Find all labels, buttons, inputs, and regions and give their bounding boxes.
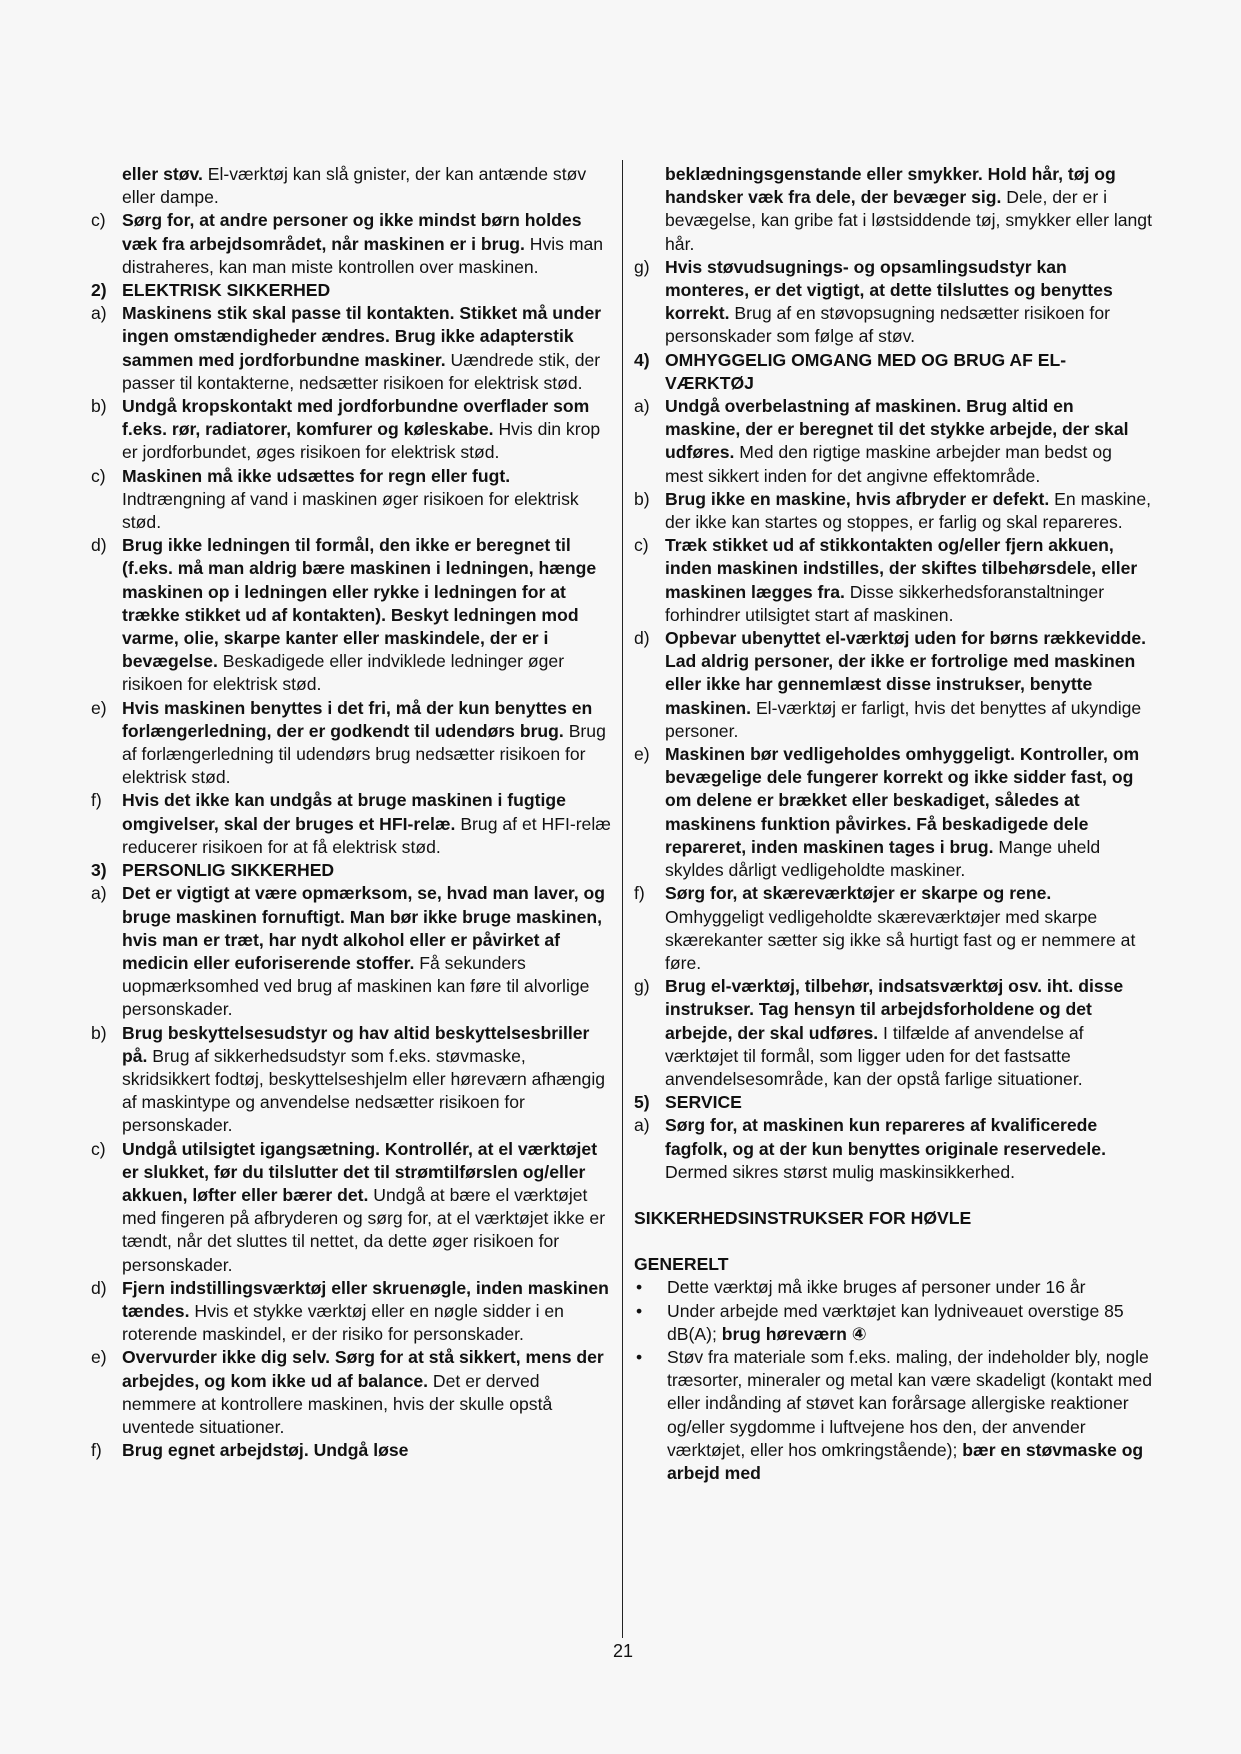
section-heading-tool-use: 4) OMHYGGELIG OMGANG MED OG BRUG AF EL-VÆRKTØJ <box>634 349 1067 393</box>
section-heading-personal: 3) PERSONLIG SIKKERHED <box>91 860 335 881</box>
item-label: f) <box>91 790 102 811</box>
rule-item-b: b) Brug ikke en maskine, hvis afbryder er defekt. En maskine, der ikke kan startes og stoppes, er farlig og skal repareres. <box>634 488 1151 533</box>
item-label: f) <box>91 1440 102 1461</box>
rule-item-a: a) Det er vigtigt at være opmærksom, se, hvad man laver, og bruge maskinen fornuftigt. Man bør ikke bruge maskinen, hvis man er træt, har nydt alkohol eller er påvirket af medicin eller euforiserende stoffer. Få sekunders uopmærksomhed ved brug af maskinen kan føre til alvorlige personskader. <box>91 883 606 1020</box>
bullet-item: • Dette værktøj må ikke bruges af personer under 16 år <box>636 1277 1086 1298</box>
bullet-item: • Under arbejde med værktøjet kan lydniveauet overstige 85 dB(A); brug høreværn ④ <box>636 1300 1124 1344</box>
rule-item-f: f) Hvis det ikke kan undgås at bruge maskinen i fugtige omgivelser, skal der bruges et HFI-relæ. Brug af et HFI-relæ reducerer risikoen for at få elektrisk stød. <box>91 790 611 857</box>
rule-item-d: d) Opbevar ubenyttet el-værktøj uden for børns rækkevidde. Lad aldrig personer, der ikke er fortrolige med maskinen eller ikke har gennemlæst disse instrukser, benytte maskinen. El-værktøj er farligt, hvis det benyttes af ukyndige personer. <box>634 628 1147 741</box>
item-label: c) <box>91 465 106 486</box>
item-label: b) <box>634 488 650 509</box>
rule-item-e: e) Overvurder ikke dig selv. Sørg for at stå sikkert, mens der arbejdes, og kom ikke ud af balance. Det er derved nemmere at kontrollere maskinen, hvis der skulle opstå uventede situationer. <box>91 1347 604 1437</box>
item-label: e) <box>91 1347 107 1368</box>
rule-item-g: g) Brug el-værktøj, tilbehør, indsatsværktøj osv. iht. disse instrukser. Tag hensyn til arbejdsforholdene og det arbejde, der skal udføres. I tilfælde af anvendelse af værktøjet til formål, som ligger uden for det fastsatte anvendelsesområde, kan der opstå farlige situationer. <box>634 976 1124 1089</box>
rule-item-g: g) Hvis støvudsugnings- og opsamlingsudstyr kan monteres, er det vigtigt, at dette tilsluttes og benyttes korrekt. Brug af en støvopsugning nedsætter risikoen for personskader som følge af støv. <box>634 256 1113 347</box>
item-label: f) <box>634 883 645 904</box>
rule-item-d: d) Fjern indstillingsværktøj eller skruenøgle, inden maskinen tændes. Hvis et stykke værktøj eller en nøgle sidder i en roterende maskindel, er der risiko for personskader. <box>91 1277 609 1345</box>
rule-item-e: e) Hvis maskinen benyttes i det fri, må der kun benyttes en forlængerledning, der er godkendt til udendørs brug. Brug af forlængerledning til udendørs brug nedsætter risikoen for elektrisk stød. <box>91 697 606 788</box>
continued-paragraph: eller støv. El-værktøj kan slå gnister, der kan antænde støv eller dampe. <box>122 164 587 208</box>
rule-item-d: d) Brug ikke ledningen til formål, den ikke er beregnet til (f.eks. må man aldrig bære maskinen i ledningen, hænge maskinen op i ledningen eller rykke i ledningen for at trække stikket ud af kontakten). Beskyt ledningen mod varme, olie, skarpe kanter eller maskindele, der er i bevægelse. Beskadigede eller indviklede ledninger øger risikoen for elektrisk stød. <box>91 535 597 695</box>
rule-item-a: a) Sørg for, at maskinen kun repareres af kvalificerede fagfolk, og at der kun benyttes originale reservedele. Dermed sikres størst mulig maskinsikkerhed. <box>634 1115 1106 1182</box>
item-label: a) <box>91 883 107 904</box>
rule-item-c: c) Undgå utilsigtet igangsætning. Kontrollér, at el værktøjet er slukket, før du tilslutter det til strømtilførslen og/eller akkuen, løfter eller bærer det. Undgå at bære el værktøjet med fingeren på afbryderen og sørg for, at el værktøjet ikke er tændt, når det sluttes til nettet, da dette øger risikoen for personskader. <box>91 1138 606 1275</box>
general-title: GENERELT <box>634 1254 729 1275</box>
rule-item-f: f) Brug egnet arbejdstøj. Undgå løse <box>91 1439 614 1462</box>
section-heading-electrical: 2) ELEKTRISK SIKKERHED <box>91 280 331 301</box>
rule-item-b: b) Brug beskyttelsesudstyr og hav altid beskyttelsesbriller på. Brug af sikkerhedsudstyr som f.eks. støvmaske, skridsikkert fodtøj, beskyttelseshjelm eller høreværn afhængig af maskintype og anvendelse nedsætter risikoen for personskader. <box>91 1022 606 1136</box>
rule-item-b: b) Undgå kropskontakt med jordforbundne overflader som f.eks. rør, radiatorer, komfurer og køleskabe. Hvis din krop er jordforbundet, øges risikoen for elektrisk stød. <box>91 396 601 463</box>
rule-item-f: f) Sørg for, at skæreværktøjer er skarpe og rene. Omhyggeligt vedligeholdte skæreværktøjer med skarpe skærekanter sætter sig ikke så hurtigt fast og er nemmere at føre. <box>634 883 1136 973</box>
item-label: b) <box>91 1022 107 1043</box>
bullet-item: • Støv fra materiale som f.eks. maling, der indeholder bly, nogle træsorter, mineraler og metal kan være skadeligt (kontakt med eller indånding af støvet kan forårsage allergiske reaktioner og/eller sygdomme i luftvejene hos den, der anvender værktøjet, eller hos omkringstående); bær en støvmaske og arbejd med <box>636 1346 1153 1483</box>
left-column <box>91 163 614 1462</box>
item-label: c) <box>91 1138 106 1159</box>
item-label: e) <box>634 744 650 765</box>
continued-paragraph: beklædningsgenstande eller smykker. Hold hår, tøj og handsker væk fra dele, der bevæger sig. Dele, der er i bevægelse, kan gribe fat i løstsiddende tøj, smykker eller langt hår. <box>665 164 1152 254</box>
item-label: g) <box>634 256 650 277</box>
item-label: g) <box>634 976 650 997</box>
item-label: b) <box>91 396 107 417</box>
rule-item-c: c) Sørg for, at andre personer og ikke mindst børn holdes væk fra arbejdsområdet, når maskinen er i brug. Hvis man distraheres, kan man miste kontrollen over maskinen. <box>91 210 604 277</box>
page-number: 21 <box>612 1641 634 1661</box>
item-label: c) <box>91 210 106 231</box>
rule-item-e: e) Maskinen bør vedligeholdes omhyggeligt. Kontroller, om bevægelige dele fungerer korrekt og ikke sidder fast, og om delene er brækket eller beskadiget, således at maskinens funktion påvirkes. Få beskadigede dele repareret, inden maskinen tages i brug. Mange uheld skyldes dårligt vedligeholdte maskiner. <box>634 744 1140 881</box>
planer-safety-title: SIKKERHEDSINSTRUKSER FOR HØVLE <box>634 1207 972 1228</box>
rule-item-c: c) Træk stikket ud af stikkontakten og/eller fjern akkuen, inden maskinen indstilles, der skiftes tilbehørsdele, eller maskinen lægges fra. Disse sikkerhedsforanstaltninger forhindrer utilsigtet start af maskinen. <box>634 535 1138 625</box>
rule-item-a: a) Maskinens stik skal passe til kontakten. Stikket må under ingen omstændigheder ændres. Brug ikke adapterstik sammen med jordforbundne maskiner. Uændrede stik, der passer til kontakterne, nedsætter risikoen for elektrisk stød. <box>91 303 602 393</box>
right-column <box>634 163 1152 1485</box>
item-label: d) <box>91 535 107 556</box>
rule-item-a: a) Undgå overbelastning af maskinen. Brug altid en maskine, der er beregnet til det stykke arbejde, der skal udføres. Med den rigtige maskine arbejder man bedst og mest sikkert inden for det angivne effektområde. <box>634 396 1129 486</box>
rule-item-c: c) Maskinen må ikke udsættes for regn eller fugt. Indtrængning af vand i maskinen øger risikoen for elektrisk stød. <box>91 465 579 533</box>
column-divider <box>622 160 623 1638</box>
section-heading-service: 5) SERVICE <box>634 1092 742 1113</box>
item-label: d) <box>634 628 650 649</box>
item-label: a) <box>634 1115 650 1136</box>
item-label: a) <box>91 303 107 324</box>
item-label: e) <box>91 697 107 718</box>
item-label: c) <box>634 535 649 556</box>
item-label: a) <box>634 396 650 417</box>
item-label: d) <box>91 1277 107 1298</box>
